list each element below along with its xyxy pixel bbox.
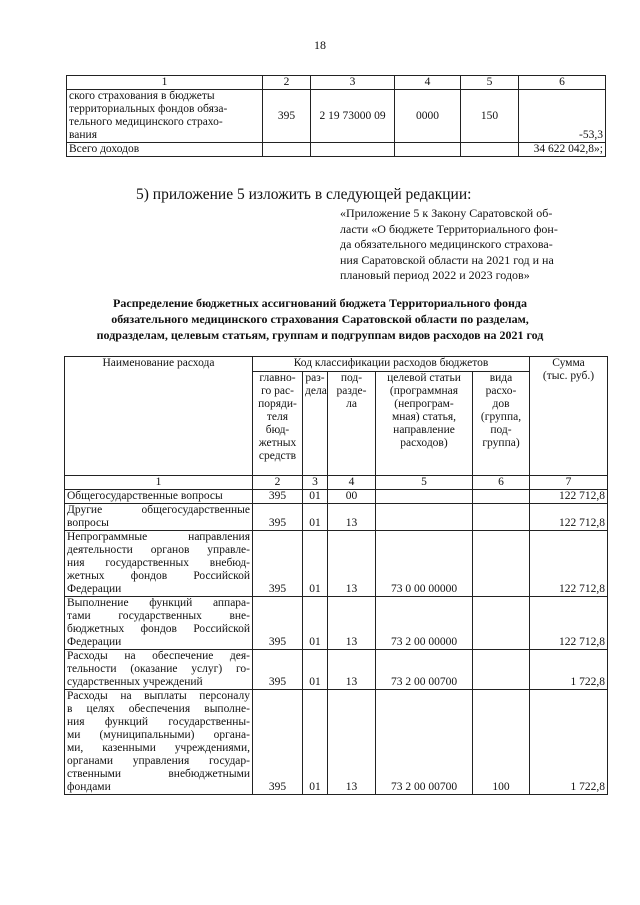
- text-line: Непрограммные направления: [67, 531, 250, 543]
- budget-allocation-table: [64, 356, 608, 795]
- column-numbering-row: [65, 476, 608, 490]
- text-line: бюджетных фондов Российской: [67, 623, 250, 635]
- text-line: целевой статьи: [387, 372, 461, 384]
- revenue-name-cell: [67, 90, 263, 143]
- subsection-code: 13: [328, 531, 376, 597]
- section-code: 01: [303, 490, 328, 504]
- header-cell: 5: [461, 76, 519, 90]
- table-row: [65, 531, 608, 597]
- text-line: направление: [393, 424, 455, 436]
- text-line: дов: [492, 398, 510, 410]
- target-article-code: [376, 504, 473, 531]
- expense-type-header: [473, 372, 530, 476]
- header-cell: 3: [311, 76, 395, 90]
- target-article-code: 73 0 00 00000: [376, 531, 473, 597]
- header-cell: 5: [376, 476, 473, 490]
- admin-code: 395: [253, 597, 303, 650]
- text-line: ния Саратовской области на 2021 год и на: [340, 252, 554, 267]
- text-line: (тыс. руб.): [542, 370, 595, 382]
- text-line: под-: [490, 424, 512, 436]
- admin-header: [253, 372, 303, 476]
- text-line: в целях обеспечения выполне-: [67, 703, 250, 715]
- text-line: тельности (оказание услуг) го-: [67, 663, 250, 675]
- table-row: [65, 504, 608, 531]
- header-cell: 1: [65, 476, 253, 490]
- header-cell: 2: [253, 476, 303, 490]
- text-line: подразделам, целевым статьям, группам и подгруппам видов расходов на 2021 год: [96, 327, 544, 342]
- text-line: ми (муниципальными) органа-: [67, 729, 250, 741]
- expense-name-header: Наименование расхода: [65, 357, 253, 476]
- table-header-row: [67, 76, 606, 90]
- expense-type-code: [473, 531, 530, 597]
- section-heading: [60, 296, 580, 343]
- expense-name: [65, 490, 253, 504]
- text-line: ми, казенными учреждениями,: [67, 742, 250, 754]
- target-article-header: [376, 372, 473, 476]
- sum-value: 1 722,8: [530, 650, 608, 690]
- text-line: территориальных фондов обяза-: [69, 103, 228, 115]
- sum-value: 122 712,8: [530, 597, 608, 650]
- target-article-code: 73 2 00 00700: [376, 650, 473, 690]
- text-line: мная) статья,: [391, 411, 457, 423]
- section-code: 01: [303, 531, 328, 597]
- text-line: тами государственных вне-: [67, 610, 250, 622]
- text-line: обязательного медицинского страхования Саратовской области по разделам,: [111, 311, 529, 326]
- target-article-code: 73 2 00 00700: [376, 690, 473, 795]
- revenue-code-cell: 2 19 73000 09: [311, 90, 395, 143]
- text-line: жетных: [258, 437, 297, 449]
- text-line: Расходы на обеспечение дея-: [67, 650, 250, 662]
- expense-type-code: [473, 490, 530, 504]
- admin-code: 395: [253, 504, 303, 531]
- appendix-reference: [340, 206, 582, 284]
- text-line: Общегосударственные вопросы: [67, 490, 223, 502]
- subsection-code: 00: [328, 490, 376, 504]
- text-line: ния государственных внебюд-: [67, 557, 250, 569]
- target-article-code: [376, 490, 473, 504]
- sum-value: 122 712,8: [530, 490, 608, 504]
- sum-value: 122 712,8: [530, 531, 608, 597]
- text-line: ния функций государственны-: [67, 716, 250, 728]
- text-line: расходов): [400, 437, 448, 449]
- classification-code-cell: 150: [461, 90, 519, 143]
- text-line: ственными внебюджетными: [67, 768, 250, 780]
- text-line: средств: [258, 450, 297, 462]
- admin-code: 395: [253, 690, 303, 795]
- text-line: раз-: [305, 372, 325, 384]
- text-line: сударственных учреждений: [67, 676, 203, 688]
- amount-cell: -53,3: [519, 90, 606, 143]
- text-line: деятельности органов управле-: [67, 544, 250, 556]
- sum-value: 122 712,8: [530, 504, 608, 531]
- text-line: под-: [340, 372, 363, 384]
- text-line: вания: [69, 129, 97, 141]
- table-row: [65, 650, 608, 690]
- expense-name: [65, 531, 253, 597]
- text-line: да обязательного медицинского страхова-: [340, 237, 553, 251]
- header-cell: 2: [263, 76, 311, 90]
- table-header-row: [65, 357, 608, 372]
- subsection-code: 13: [328, 504, 376, 531]
- text-line: «Приложение 5 к Закону Саратовской об-: [340, 206, 553, 220]
- section-code: 01: [303, 650, 328, 690]
- subsection-code: 13: [328, 650, 376, 690]
- text-line: органами управления государ-: [67, 755, 250, 767]
- section-code: 01: [303, 597, 328, 650]
- header-cell: 6: [473, 476, 530, 490]
- text-line: Распределение бюджетных ассигнований бюджета Территориального фонда: [113, 296, 527, 310]
- text-line: группа): [482, 437, 520, 449]
- text-line: ласти «О бюджете Территориального фон-: [340, 221, 558, 236]
- text-line: плановый период 2022 и 2023 годов»: [340, 268, 530, 282]
- text-line: вопросы: [67, 517, 109, 529]
- expense-name: [65, 597, 253, 650]
- subsection-header: [328, 372, 376, 476]
- text-line: (непрограм-: [394, 398, 454, 410]
- table-row: [67, 90, 606, 143]
- text-line: жетных фондов Российской: [67, 570, 250, 582]
- text-line: главно-: [259, 372, 296, 384]
- section-header: [303, 372, 328, 476]
- revenue-table-fragment: [66, 75, 606, 157]
- text-line: бюд-: [265, 424, 290, 436]
- subsection-code: 13: [328, 690, 376, 795]
- table-row: [65, 690, 608, 795]
- text-line: ла: [346, 398, 357, 410]
- text-line: фондами: [67, 781, 111, 793]
- expense-type-code: [473, 650, 530, 690]
- admin-code: 395: [253, 650, 303, 690]
- text-line: теля: [266, 411, 289, 423]
- header-cell: 4: [328, 476, 376, 490]
- header-cell: 7: [530, 476, 608, 490]
- subsection-code: 13: [328, 597, 376, 650]
- header-cell: 1: [67, 76, 263, 90]
- page-number: 18: [314, 38, 326, 52]
- text-line: (группа,: [480, 411, 522, 423]
- subtype-code-cell: 0000: [395, 90, 461, 143]
- text-line: Федерации: [67, 583, 122, 595]
- text-line: Другие общегосударственные: [67, 504, 250, 516]
- text-line: (программная: [389, 385, 459, 397]
- target-article-code: 73 2 00 00000: [376, 597, 473, 650]
- text-line: поряди-: [258, 398, 297, 410]
- text-line: Выполнение функций аппара-: [67, 597, 250, 609]
- text-line: дела: [305, 385, 327, 397]
- text-line: вида: [489, 372, 513, 384]
- text-line: тельного медицинского страхо-: [69, 116, 223, 128]
- amendment-text: 5) приложение 5 изложить в следующей редакции:: [136, 186, 472, 203]
- expense-type-code: [473, 504, 530, 531]
- expense-name: [65, 650, 253, 690]
- sum-value: 1 722,8: [530, 690, 608, 795]
- text-line: Сумма: [552, 357, 585, 369]
- text-line: разде-: [336, 385, 367, 397]
- header-cell: 4: [395, 76, 461, 90]
- table-row: [65, 490, 608, 504]
- text-line: Расходы на выплаты персоналу: [67, 690, 250, 702]
- text-line: расхо-: [485, 385, 517, 397]
- text-line: го рас-: [261, 385, 294, 397]
- expense-name: [65, 504, 253, 531]
- total-label: Всего доходов: [67, 143, 263, 157]
- header-cell: 6: [519, 76, 606, 90]
- admin-code-cell: 395: [263, 90, 311, 143]
- text-line: ского страхования в бюджеты: [69, 90, 215, 102]
- table-row: [65, 597, 608, 650]
- total-value: 34 622 042,8»;: [519, 143, 606, 157]
- section-code: 01: [303, 504, 328, 531]
- header-cell: 3: [303, 476, 328, 490]
- total-row: [67, 143, 606, 157]
- section-code: 01: [303, 690, 328, 795]
- classification-code-header: Код классификации расходов бюджетов: [253, 357, 530, 372]
- admin-code: 395: [253, 490, 303, 504]
- expense-type-code: [473, 597, 530, 650]
- admin-code: 395: [253, 531, 303, 597]
- sum-header: [530, 357, 608, 476]
- text-line: Федерации: [67, 636, 122, 648]
- expense-type-code: 100: [473, 690, 530, 795]
- expense-name: [65, 690, 253, 795]
